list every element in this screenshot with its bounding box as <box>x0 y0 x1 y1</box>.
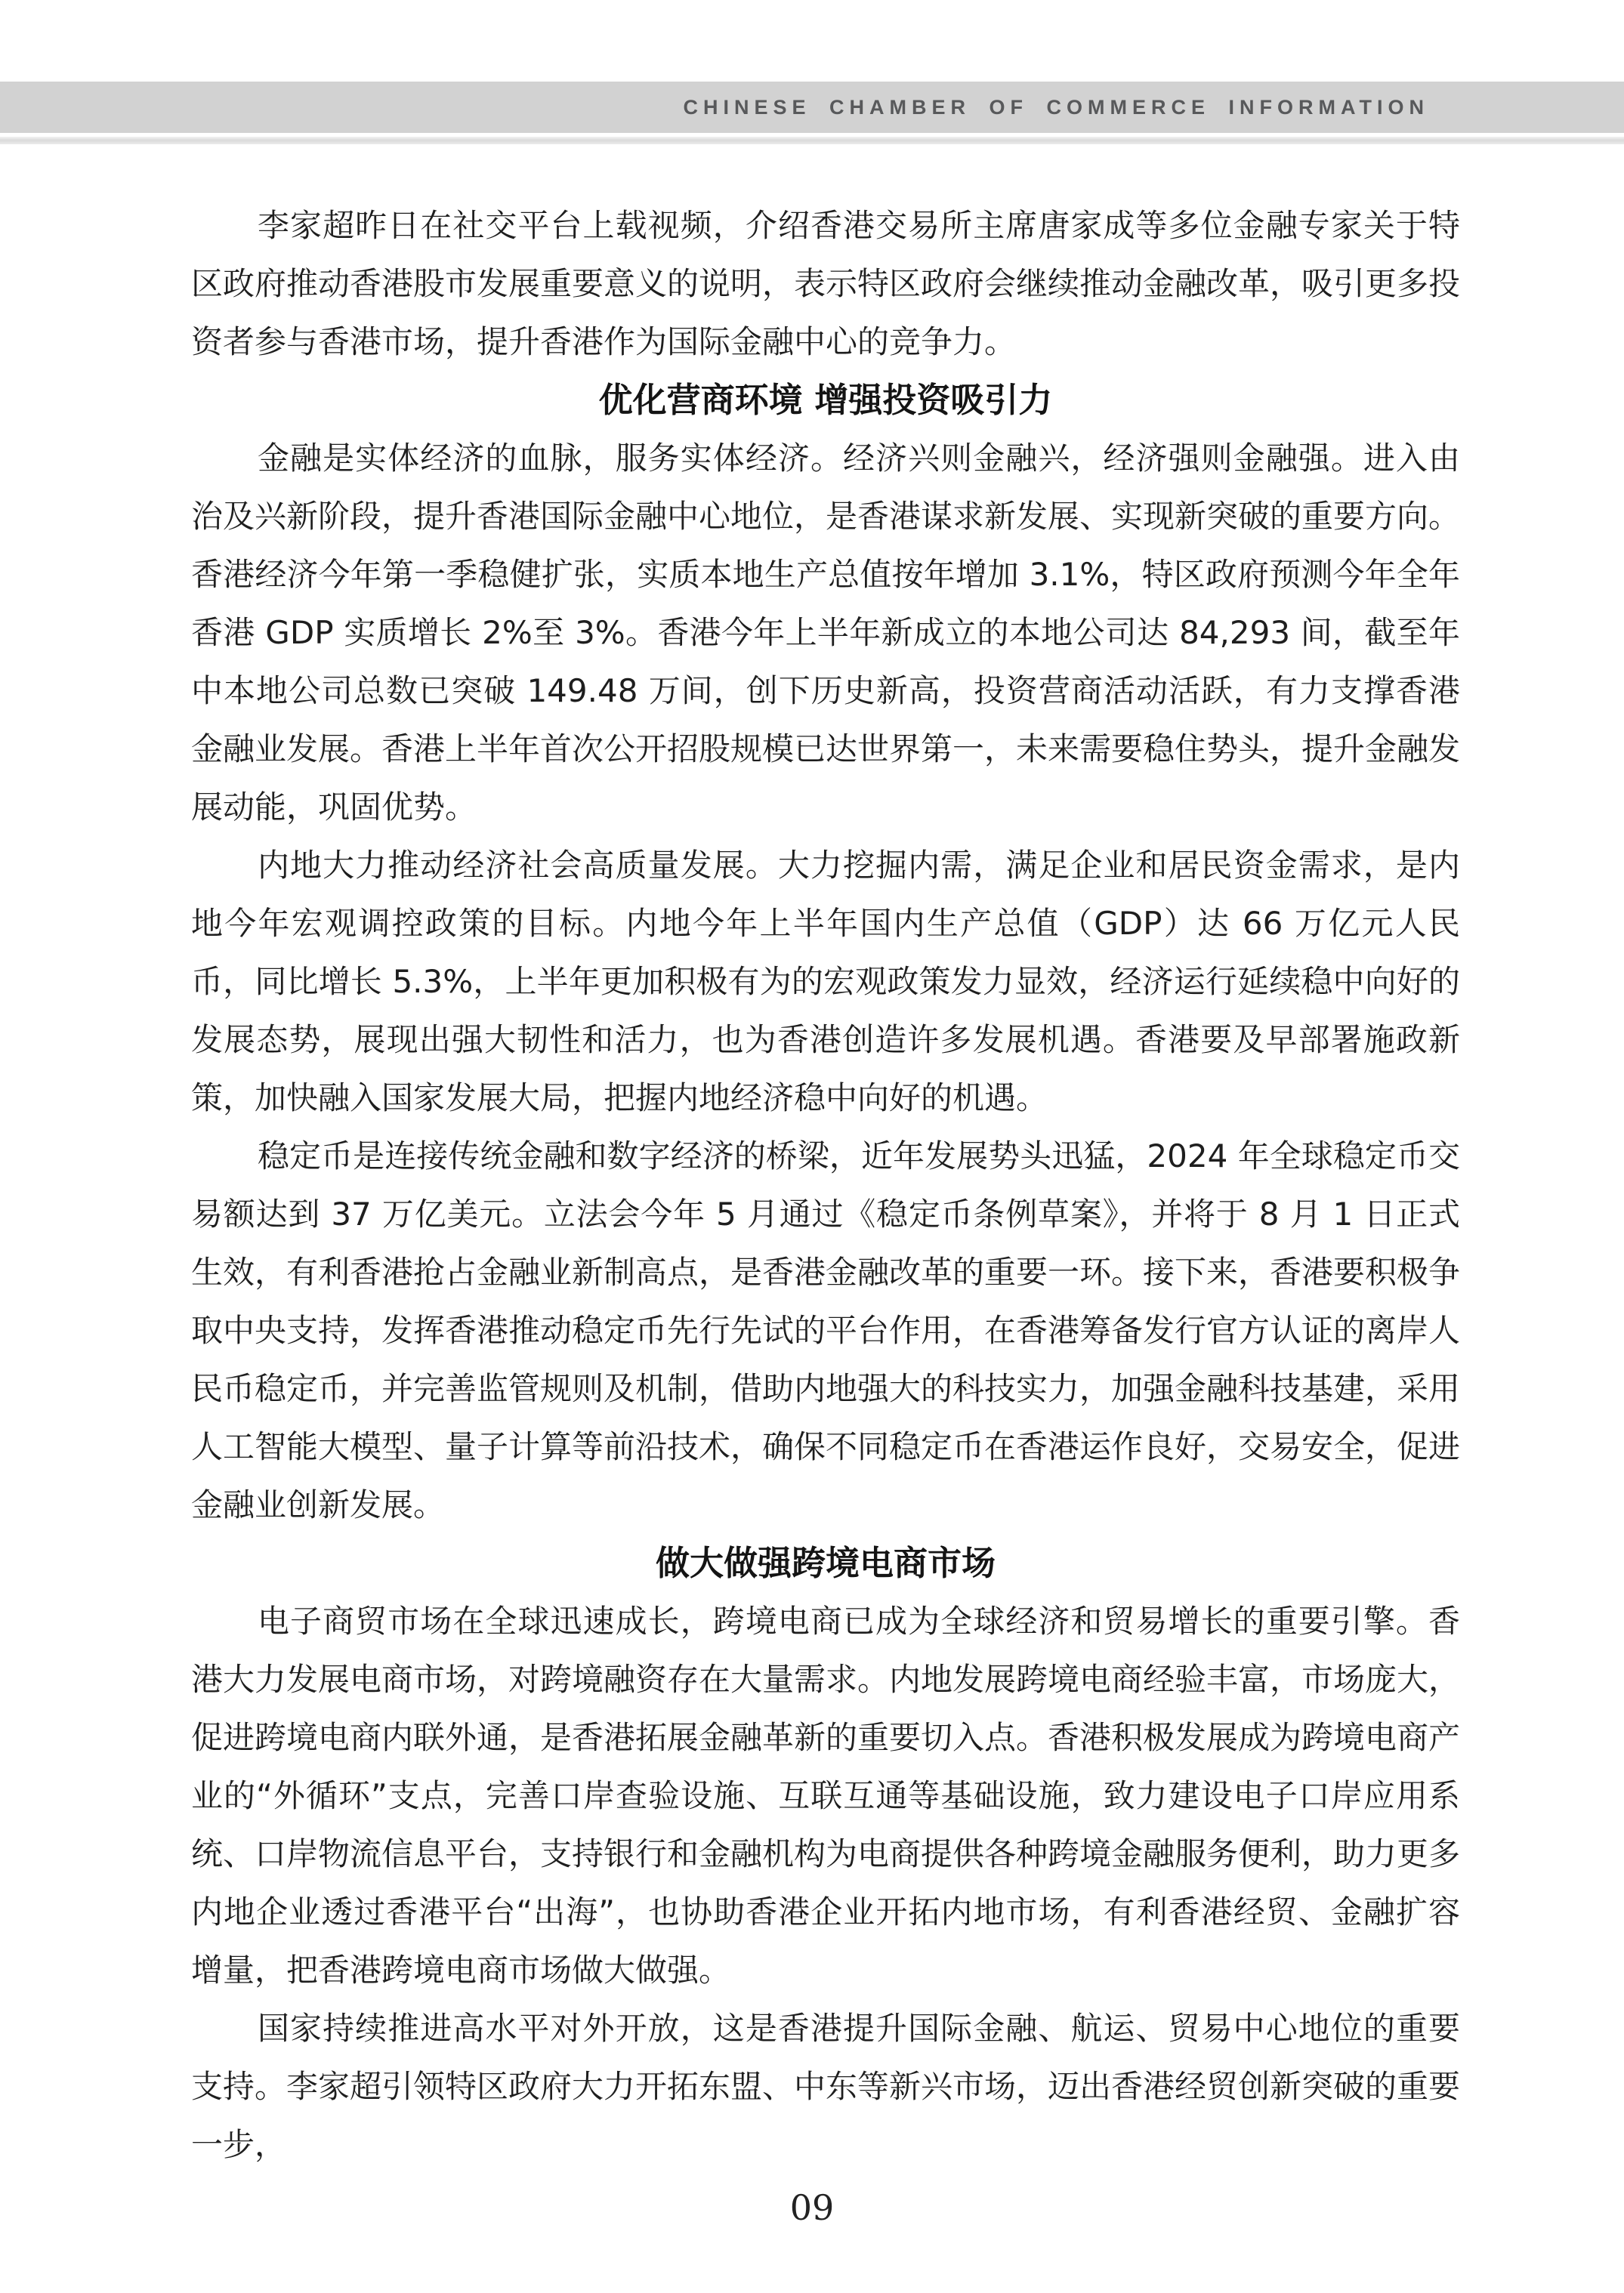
paragraph: 金融是实体经济的血脉，服务实体经济。经济兴则金融兴，经济强则金融强。进入由治及兴新阶段，提升香港国际金融中心地位，是香港谋求新发展、实现新突破的重要方向。香港经济今年第一季稳健扩张，实质本地生产总值按年增加 3.1%，特区政府预测今年全年香港 GDP 实质增长 2%至 3%。香港今年上半年新成立的本地公司达 84,293 间，截至年中本地公司总数已突破 149.48 万间，创下历史新高，投资营商活动活跃，有力支撑香港金融业发展。香港上半年首次公开招股规模已达世界第一，未来需要稳住势头，提升金融发展动能，巩固优势。 <box>191 440 1461 826</box>
banner-title: CHINESE CHAMBER OF COMMERCE INFORMATION <box>683 95 1429 119</box>
paragraph: 内地大力推动经济社会高质量发展。大力挖掘内需，满足企业和居民资金需求，是内地今年宏观调控政策的目标。内地今年上半年国内生产总值（GDP）达 66 万亿元人民币，同比增长 5.3%，上半年更加积极有为的宏观政策发力显效，经济运行延续稳中向好的发展态势，展现出强大韧性和活力，也为香港创造许多发展机遇。香港要及早部署施政新策，加快融入国家发展大局，把握内地经济稳中向好的机遇。 <box>191 847 1460 1116</box>
paragraph: 稳定币是连接传统金融和数字经济的桥梁，近年发展势头迅猛，2024 年全球稳定币交易额达到 37 万亿美元。立法会今年 5 月通过《稳定币条例草案》，并将于 8 月 1 日正式生效，有利香港抢占金融业新制高点，是香港金融改革的重要一环。接下来，香港要积极争取中央支持，发挥香港推动稳定币先行先试的平台作用，在香港筹备发行官方认证的离岸人民币稳定币，并完善监管规则及机制，借助内地强大的科技实力，加强金融科技基建，采用人工智能大模型、量子计算等前沿技术，确保不同稳定币在香港运作良好，交易安全，促进金融业创新发展。 <box>191 1137 1461 1523</box>
header-banner <box>0 82 1624 133</box>
paragraph: 李家超昨日在社交平台上载视频，介绍香港交易所主席唐家成等多位金融专家关于特区政府推动香港股市发展重要意义的说明，表示特区政府会继续推动金融改革，吸引更多投资者参与香港市场，提升香港作为国际金融中心的竞争力。 <box>191 207 1461 360</box>
paragraph: 电子商贸市场在全球迅速成长，跨境电商已成为全球经济和贸易增长的重要引擎。香港大力发展电商市场，对跨境融资存在大量需求。内地发展跨境电商经验丰富，市场庞大，促进跨境电商内联外通，是香港拓展金融革新的重要切入点。香港积极发展成为跨境电商产业的“外循环”支点，完善口岸查验设施、互联互通等基础设施，致力建设电子口岸应用系统、口岸物流信息平台，支持银行和金融机构为电商提供各种跨境金融服务便利，助力更多内地企业透过香港平台“出海”，也协助香港企业开拓内地市场，有利香港经贸、金融扩容增量，把香港跨境电商市场做大做强。 <box>191 1603 1461 1989</box>
header-divider-stripe <box>0 137 1624 144</box>
section-heading: 优化营商环境 增强投资吸引力 <box>598 380 1053 420</box>
article-body <box>191 196 1460 2174</box>
page-number: 09 <box>789 2187 835 2228</box>
section-heading: 做大做强跨境电商市场 <box>655 1543 996 1583</box>
paragraph: 国家持续推进高水平对外开放，这是香港提升国际金融、航运、贸易中心地位的重要支持。李家超引领特区政府大力开拓东盟、中东等新兴市场，迈出香港经贸创新突破的重要一步， <box>191 2010 1461 2163</box>
